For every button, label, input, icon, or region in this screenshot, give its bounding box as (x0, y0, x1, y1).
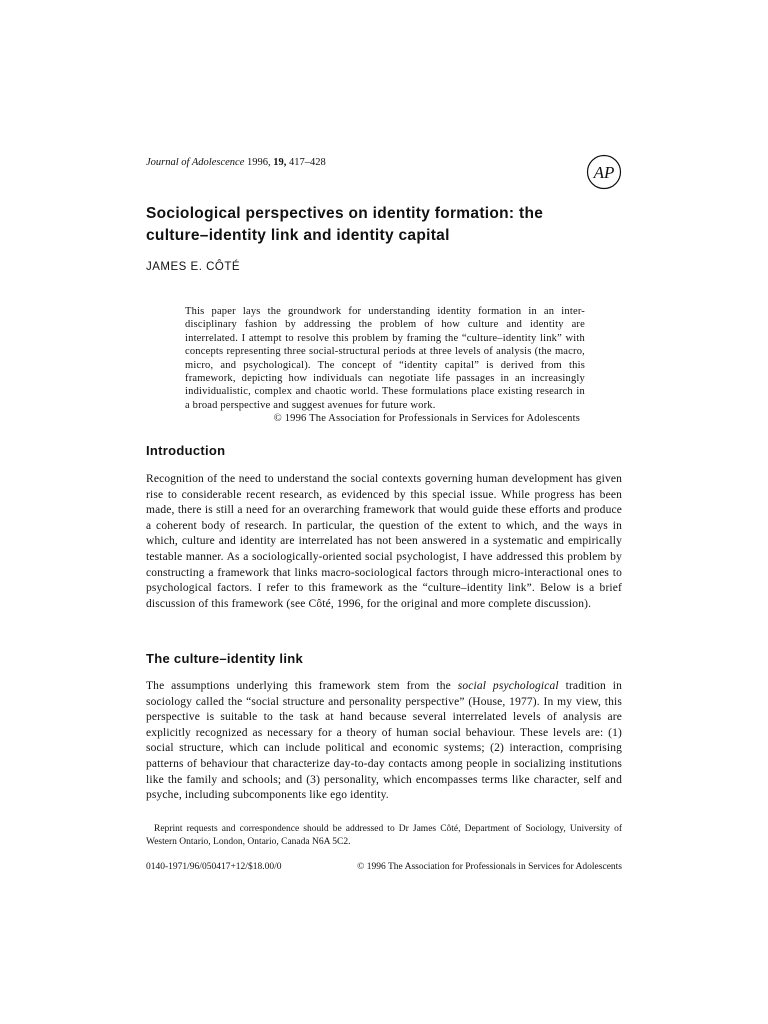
footer-code: 0140-1971/96/050417+12/$18.00/0 (146, 862, 282, 872)
journal-citation (146, 157, 326, 168)
paragraph-culture-identity-link (146, 679, 622, 804)
title-line-1: Sociological perspectives on identity formation: the (146, 205, 544, 222)
author-name: JAMES E. CÔTÉ (146, 261, 241, 273)
journal-year: 1996, (247, 157, 271, 168)
journal-volume: 19, (273, 157, 287, 168)
title-line-2: culture–identity link and identity capital (146, 227, 450, 244)
paragraph-emphasis: social psychological (457, 680, 559, 692)
abstract-copyright: © 1996 The Association for Professionals in Services for Adolescents (273, 413, 580, 425)
correspondence-footnote: Reprint requests and correspondence should be addressed to Dr James Côté, Department of Sociology, University of Western Ontario, London, Ontario, Canada N6A 5C2. (146, 824, 622, 847)
heading-culture-identity-link: The culture–identity link (146, 651, 304, 666)
ap-publisher-logo-icon (586, 154, 622, 190)
logo-text: AP (593, 163, 615, 182)
journal-pages: 417–428 (289, 157, 326, 168)
abstract (185, 305, 585, 426)
page-footer (146, 862, 622, 872)
paragraph-introduction: Recognition of the need to understand the social contexts governing human development has given rise to considerable recent research, as evidenced by this special issue. While progress has been made, there is still a need for an overarching framework that would guide these efforts and produce a coherent body of research. In particular, the question of the extent to which, and the ways in which, culture and identity are interrelated has not been answered in a systematic and empirically testable manner. As a sociologically-oriented social psychologist, I have addressed this problem by constructing a framework that links macro-sociological factors through micro-interactional ones to psychological factors. I refer to this framework as the “culture–identity link”. Below is a brief discussion of this framework (see Côté, 1996, for the original and more complete discussion). (146, 473, 622, 610)
paragraph-text-start: The assumptions underlying this framework stem from the (146, 680, 458, 692)
footer-copyright: © 1996 The Association for Professionals in Services for Adolescents (357, 862, 622, 872)
heading-introduction: Introduction (146, 443, 226, 458)
abstract-text: This paper lays the groundwork for understanding identity formation in an inter-disciplinary fashion by addressing the problem of how culture and identity are interrelated. I attempt to resolve this problem by framing the “culture–identity link” with concepts representing three social-structural periods at three levels of analysis (the macro, micro, and psychological). The concept of “identity capital” is derived from this framework, depicting how individuals can negotiate life passages in an increasingly individualistic, complex and chaotic world. These formulations place existing research in a broad perspective and suggest avenues for future work. (185, 306, 585, 411)
article-title (146, 203, 616, 247)
journal-name: Journal of Adolescence (146, 157, 245, 168)
paragraph-text-end: tradition in sociology called the “social structure and personality perspective” (House, 1977). In my view, this perspective is suitable to the task at hand because several interrelated levels of analysis are explicitly recognized as necessary for a theory of human social behaviour. These levels are: (1) social structure, which can include political and economic systems; (2) interaction, comprising patterns of behaviour that characterize day-to-day contacts among people in socializing institutions like the family and schools; and (3) personality, which encompasses terms like character, self and psyche, including subcomponents like ego identity. (146, 680, 623, 802)
